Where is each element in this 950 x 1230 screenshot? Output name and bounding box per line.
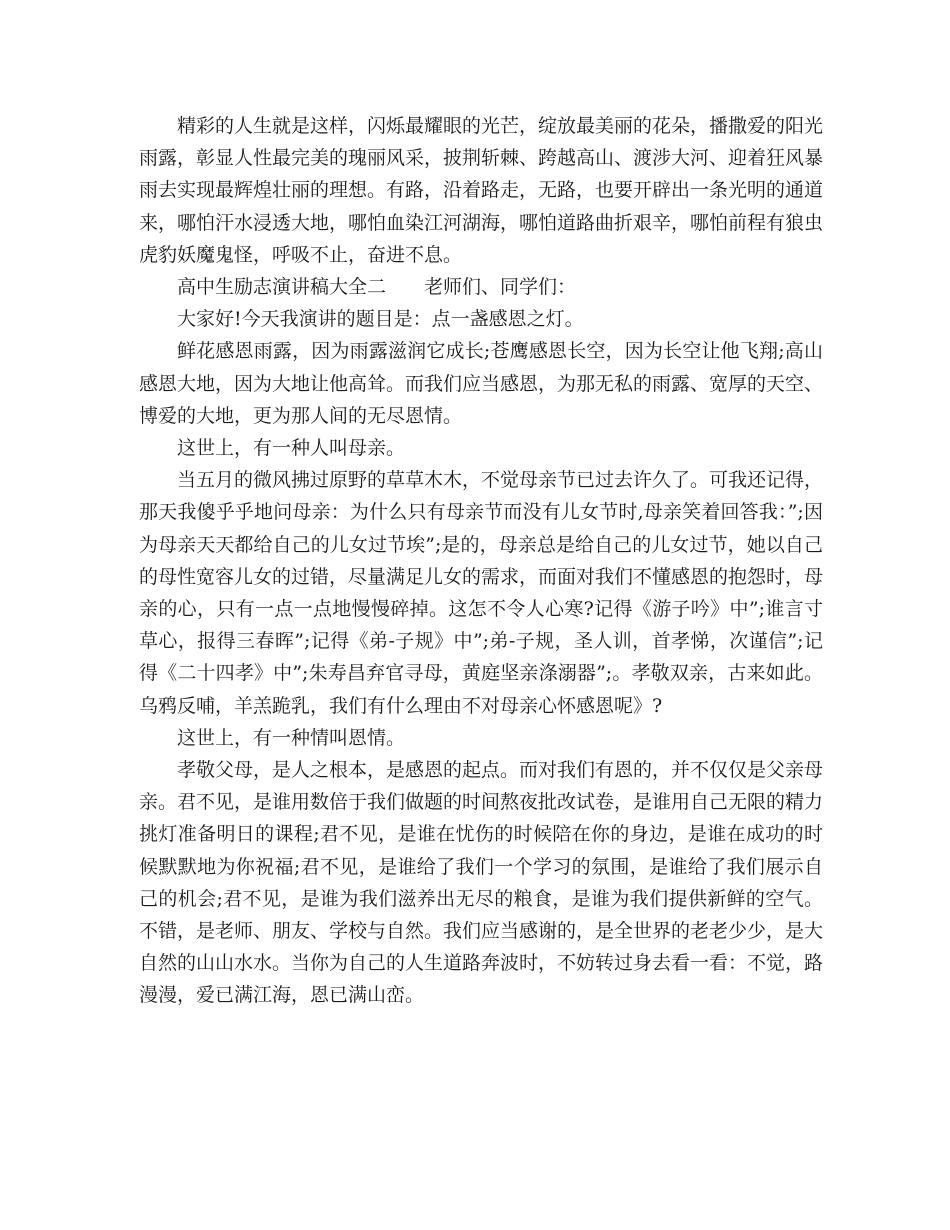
paragraph-life: 精彩的人生就是这样，闪烁最耀眼的光芒，绽放最美丽的花朵，播撒爱的阳光雨露，彰显人性最完美的瑰丽风采，披荆斩棘、跨越高山、渡涉大河、迎着狂风暴雨去实现最辉煌壮丽的理想。有路，沿着路走，无路，也要开辟出一条光明的通道来，哪怕汗水浸透大地，哪怕血染江河湖海，哪怕道路曲折艰辛，哪怕前程有狼虫虎豹妖魔鬼怪，呼吸不止，奋进不息。 (139, 115, 824, 266)
paragraph-gratitude: 鲜花感恩雨露，因为雨露滋润它成长;苍鹰感恩长空，因为长空让他飞翔;高山感恩大地，因为大地让他高耸。而我们应当感恩，为那无私的雨露、宽厚的天空、博爱的大地，更为那人间的无尽恩情。 (139, 340, 824, 427)
document-body (139, 110, 823, 1012)
paragraph-mother-intro: 这世上，有一种人叫母亲。 (177, 437, 406, 460)
paragraph-kindness: 孝敬父母，是人之根本，是感恩的起点。而对我们有恩的，并不仅仅是父亲母亲。君不见，是谁用数倍于我们做题的时间熬夜批改试卷，是谁用自己无限的精力挑灯准备明日的课程;君不见，是谁在忧伤的时候陪在你的身边，是谁在成功的时候默默地为你祝福;君不见，是谁给了我们一个学习的氛围，是谁给了我们展示自己的机会;君不见，是谁为我们滋养出无尽的粮食，是谁为我们提供新鲜的空气。不错，是老师、朋友、学校与自然。我们应当感谢的，是全世界的老老少少，是大自然的山山水水。当你为自己的人生道路奔波时，不妨转过身去看一看：不觉，路漫漫，爱已满江海，恩已满山峦。 (139, 759, 824, 1007)
speech-heading: 高中生励志演讲稿大全二 老师们、同学们： (177, 276, 577, 299)
paragraph-kindness-intro: 这世上，有一种情叫恩情。 (177, 726, 406, 749)
paragraph-greeting: 大家好!今天我演讲的题目是：点一盏感恩之灯。 (177, 308, 584, 331)
paragraph-mother: 当五月的微风拂过原野的草草木木，不觉母亲节已过去许久了。可我还记得，那天我傻乎乎地问母亲：为什么只有母亲节而没有儿女节时,母亲笑着回答我：”;因为母亲天天都给自己的儿女过节埃”;是的，母亲总是给自己的儿女过节，她以自己的母性宽容儿女的过错，尽量满足儿女的需求，而面对我们不懂感恩的抱怨时，母亲的心，只有一点一点地慢慢碎掉。这怎不令人心寒?记得《游子吟》中”;谁言寸草心，报得三春晖”;记得《弟-子规》中”;弟-子规，圣人训，首孝悌，次谨信”;记得《二十四孝》中”;朱寿昌弃官寻母，黄庭坚亲涤溺器”;。孝敬双亲，古来如此。乌鸦反哺，羊羔跪乳，我们有什么理由不对母亲心怀感恩呢》? (139, 469, 824, 717)
